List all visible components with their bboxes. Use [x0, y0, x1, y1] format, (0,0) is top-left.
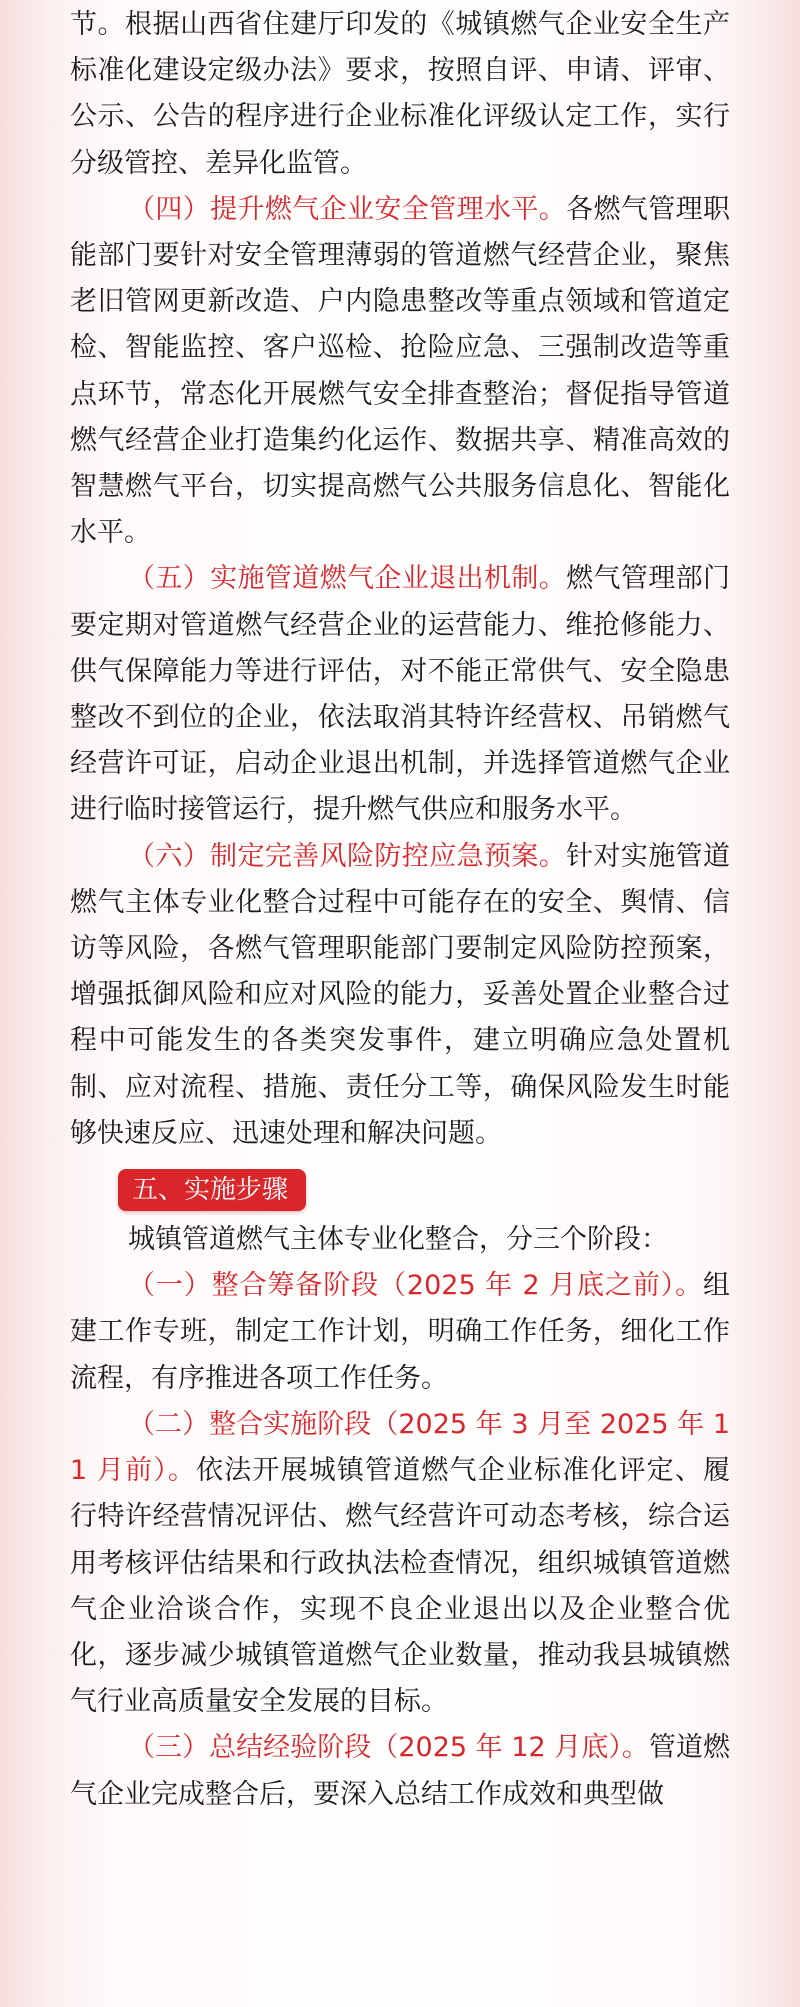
paragraph-item-6 [70, 834, 730, 1157]
step-3-heading: （三）总结经验阶段（2025 年 12 月底）。 [128, 1732, 649, 1764]
paragraph-step-1 [70, 1263, 730, 1402]
section-badge-implementation-steps: 五、实施步骤 [118, 1169, 306, 1211]
item-6-body: 针对实施管道燃气主体专业化整合过程中可能存在的安全、舆情、信访等风险，各燃气管理职能部门要制定风险防控预案，增强抵御风险和应对风险的能力，妥善处置企业整合过程中可能发生的各类突发事件，建立明确应急处置机制、应对流程、措施、责任分工等，确保风险发生时能够快速反应、迅速处理和解决问题。 [70, 840, 731, 1149]
item-5-body: 燃气管理部门要定期对管道燃气经营企业的运营能力、维抢修能力、供气保障能力等进行评估，对不能正常供气、安全隐患整改不到位的企业，依法取消其特许经营权、吊销燃气经营许可证，启动企业退出机制，并选择管道燃气企业进行临时接管运行，提升燃气供应和服务水平。 [70, 563, 731, 826]
section-lead-paragraph: 城镇管道燃气主体专业化整合，分三个阶段： [128, 1224, 668, 1256]
step-1-heading: （一）整合筹备阶段（2025 年 2 月底之前）。 [128, 1270, 703, 1302]
paragraph-step-3 [70, 1725, 730, 1817]
step-2-heading: （二）整合实施阶段（2025 年 3 月至 2025 年 11 月前）。 [70, 1408, 730, 1487]
item-6-heading: （六）制定完善风险防控应急预案。 [128, 840, 567, 872]
paragraph-item-4 [70, 187, 730, 557]
item-4-heading: （四）提升燃气企业安全管理水平。 [128, 193, 567, 225]
step-2-body: 依法开展城镇管道燃气企业标准化评定、履行特许经营情况评估、燃气经营许可动态考核，综合运用考核评估结果和行政执法检查情况，组织城镇管道燃气企业洽谈合作，实现不良企业退出以及企业整合优化，逐步减少城镇管道燃气企业数量，推动我县城镇燃气行业高质量安全发展的目标。 [70, 1455, 730, 1718]
paragraph-step-2 [70, 1402, 730, 1725]
paragraph-item-5 [70, 556, 730, 833]
step-1-body: 组建工作专班，制定工作计划，明确工作任务，细化工作流程，有序推进各项工作任务。 [70, 1270, 730, 1394]
intro-paragraph: 节。根据山西省住建厅印发的《城镇燃气企业安全生产标准化建设定级办法》要求，按照自评、申请、评审、公示、公告的程序进行企业标准化评级认定工作，实行分级管控、差异化监管。 [70, 9, 730, 179]
item-5-heading: （五）实施管道燃气企业退出机制。 [128, 563, 567, 595]
step-3-body: 管道燃气企业完成整合后，要深入总结工作成效和典型做 [70, 1732, 730, 1810]
item-4-body: 各燃气管理职能部门要针对安全管理薄弱的管道燃气经营企业，聚焦老旧管网更新改造、户内隐患整改等重点领域和管道定检、智能监控、客户巡检、抢险应急、三强制改造等重点环节，常态化开展燃气安全排查整治；督促指导管道燃气经营企业打造集约化运作、数据共享、精准高效的智慧燃气平台，切实提高燃气公共服务信息化、智能化水平。 [70, 193, 731, 549]
document-page [0, 2, 800, 2007]
